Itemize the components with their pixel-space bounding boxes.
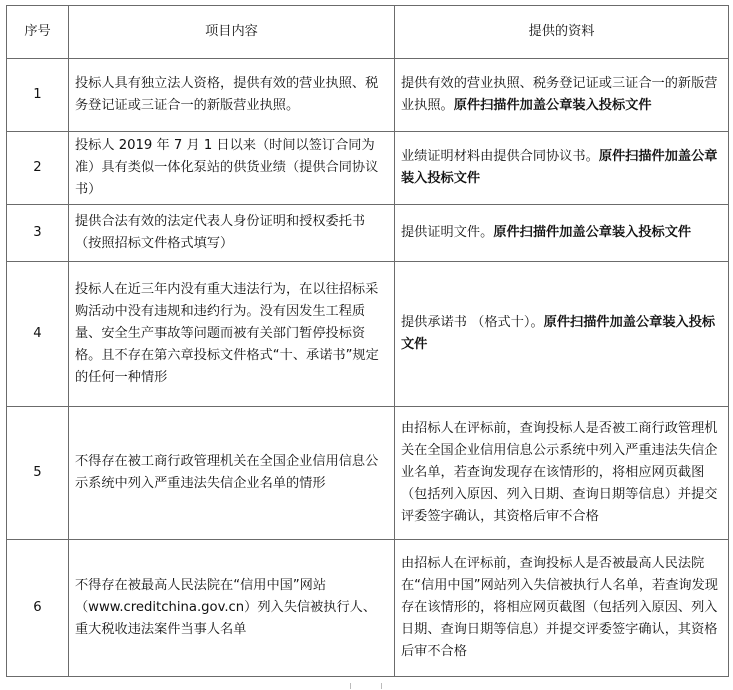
page-edge-marker [350, 683, 382, 689]
row-number: 5 [7, 407, 69, 540]
provided-emphasis: 原件扫描件加盖公章装入投标文件 [493, 225, 692, 240]
row-number: 6 [7, 540, 69, 677]
qualification-table [6, 5, 729, 677]
table-row [7, 205, 729, 262]
row-number: 4 [7, 262, 69, 407]
table-row [7, 132, 729, 205]
table-row [7, 407, 729, 540]
header-row [7, 6, 729, 59]
table-row [7, 59, 729, 132]
provided-material [395, 407, 729, 540]
item-content: 不得存在被最高人民法院在“信用中国”网站（www.creditchina.gov.cn）列入失信被执行人、重大税收违法案件当事人名单 [69, 540, 395, 677]
table-row [7, 262, 729, 407]
provided-text: 提供有效的营业执照、税务登记证或三证合一的新版营业执照。 [401, 76, 718, 113]
provided-emphasis: 原件扫描件加盖公章装入投标文件 [401, 149, 718, 186]
table-row [7, 540, 729, 677]
provided-text: 提供承诺书 （格式十）。 [401, 315, 544, 330]
item-content: 投标人在近三年内没有重大违法行为，在以往招标采购活动中没有违规和违约行为。没有因发生工程质量、安全生产事故等问题而被有关部门暂停投标资格。且不存在第六章投标文件格式“十、承诺书”规定的任何一种情形 [69, 262, 395, 407]
header-item: 项目内容 [69, 6, 395, 59]
provided-emphasis: 原件扫描件加盖公章装入投标文件 [401, 315, 716, 352]
provided-material [395, 205, 729, 262]
provided-material [395, 262, 729, 407]
item-content: 投标人具有独立法人资格，提供有效的营业执照、税务登记证或三证合一的新版营业执照。 [69, 59, 395, 132]
header-no: 序号 [7, 6, 69, 59]
row-number: 2 [7, 132, 69, 205]
item-content: 提供合法有效的法定代表人身份证明和授权委托书（按照招标文件格式填写） [69, 205, 395, 262]
provided-material [395, 132, 729, 205]
item-content: 不得存在被工商行政管理机关在全国企业信用信息公示系统中列入严重违法失信企业名单的情形 [69, 407, 395, 540]
provided-material [395, 540, 729, 677]
item-content: 投标人 2019 年 7 月 1 日以来（时间以签订合同为准）具有类似一体化泵站的供货业绩（提供合同协议书） [69, 132, 395, 205]
provided-text: 由招标人在评标前，查询投标人是否被工商行政管理机关在全国企业信用信息公示系统中列入严重违法失信企业名单，若查询发现存在该情形的，将相应网页截图（包括列入原因、列入日期、查询日期等信息）并提交评委签字确认，其资格后审不合格 [401, 421, 718, 524]
provided-material [395, 59, 729, 132]
header-provided: 提供的资料 [395, 6, 729, 59]
row-number: 3 [7, 205, 69, 262]
row-number: 1 [7, 59, 69, 132]
provided-text: 提供证明文件。 [401, 225, 494, 240]
provided-text: 由招标人在评标前，查询投标人是否被最高人民法院在“信用中国”网站列入失信被执行人名单，若查询发现存在该情形的，将相应网页截图（包括列入原因、列入日期、查询日期等信息）并提交评委签字确认，其资格后审不合格 [401, 556, 718, 659]
provided-emphasis: 原件扫描件加盖公章装入投标文件 [453, 98, 652, 113]
provided-text: 业绩证明材料由提供合同协议书。 [401, 149, 599, 164]
